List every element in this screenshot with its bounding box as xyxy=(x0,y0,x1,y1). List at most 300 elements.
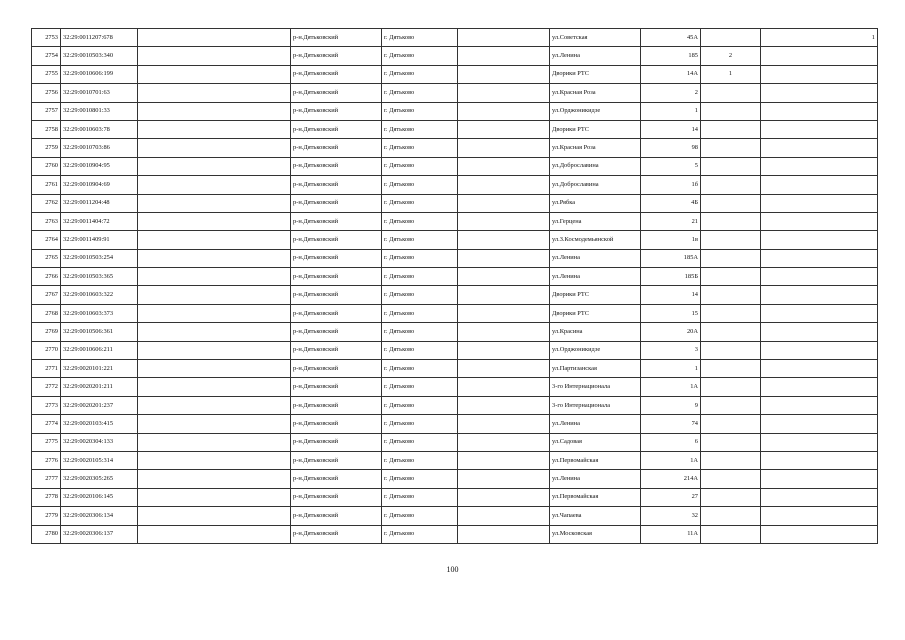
empty-cell xyxy=(138,65,291,83)
record-number-cell: 2767 xyxy=(32,286,61,304)
street-cell: ул.Красная Роза xyxy=(550,139,641,157)
extra-number-cell xyxy=(701,102,761,120)
city-cell: г. Дятьково xyxy=(382,488,458,506)
street-cell: ул.Ленина xyxy=(550,470,641,488)
city-cell: г. Дятьково xyxy=(382,231,458,249)
district-cell: р-н.Дятьковский xyxy=(291,525,382,543)
table-row xyxy=(32,433,878,451)
house-number-cell: 21 xyxy=(641,212,701,230)
district-cell: р-н.Дятьковский xyxy=(291,157,382,175)
street-cell: ул.Доброславина xyxy=(550,157,641,175)
district-cell: р-н.Дятьковский xyxy=(291,176,382,194)
empty-cell xyxy=(138,84,291,102)
extra-number-cell xyxy=(701,286,761,304)
record-number-cell: 2755 xyxy=(32,65,61,83)
district-cell: р-н.Дятьковский xyxy=(291,47,382,65)
cadastral-number-cell: 32:29:0010801:33 xyxy=(61,102,138,120)
house-number-cell: 1 xyxy=(641,102,701,120)
empty-cell xyxy=(458,304,550,322)
record-number-cell: 2753 xyxy=(32,29,61,47)
house-number-cell: 1А xyxy=(641,378,701,396)
extra-number-cell xyxy=(701,231,761,249)
extra-number-cell xyxy=(701,378,761,396)
extra-number-cell xyxy=(701,488,761,506)
empty-cell xyxy=(458,360,550,378)
extra-number-cell xyxy=(761,212,878,230)
empty-cell xyxy=(458,286,550,304)
district-cell: р-н.Дятьковский xyxy=(291,102,382,120)
district-cell: р-н.Дятьковский xyxy=(291,304,382,322)
city-cell: г. Дятьково xyxy=(382,176,458,194)
empty-cell xyxy=(138,102,291,120)
empty-cell xyxy=(138,396,291,414)
city-cell: г. Дятьково xyxy=(382,212,458,230)
extra-number-cell xyxy=(761,139,878,157)
empty-cell xyxy=(458,157,550,175)
house-number-cell: 11А xyxy=(641,525,701,543)
extra-number-cell xyxy=(701,268,761,286)
extra-number-cell xyxy=(761,47,878,65)
city-cell: г. Дятьково xyxy=(382,304,458,322)
table-row xyxy=(32,470,878,488)
empty-cell xyxy=(138,304,291,322)
empty-cell xyxy=(138,47,291,65)
city-cell: г. Дятьково xyxy=(382,415,458,433)
record-number-cell: 2759 xyxy=(32,139,61,157)
record-number-cell: 2764 xyxy=(32,231,61,249)
extra-number-cell xyxy=(701,470,761,488)
table-row xyxy=(32,102,878,120)
cadastral-number-cell: 32:29:0020305:265 xyxy=(61,470,138,488)
table-row xyxy=(32,29,878,47)
city-cell: г. Дятьково xyxy=(382,47,458,65)
table-row xyxy=(32,194,878,212)
city-cell: г. Дятьково xyxy=(382,378,458,396)
district-cell: р-н.Дятьковский xyxy=(291,488,382,506)
district-cell: р-н.Дятьковский xyxy=(291,360,382,378)
house-number-cell: 1в xyxy=(641,231,701,249)
city-cell: г. Дятьково xyxy=(382,84,458,102)
cadastral-number-cell: 32:29:0010606:199 xyxy=(61,65,138,83)
table-row xyxy=(32,231,878,249)
district-cell: р-н.Дятьковский xyxy=(291,249,382,267)
table-row xyxy=(32,415,878,433)
empty-cell xyxy=(138,470,291,488)
city-cell: г. Дятьково xyxy=(382,470,458,488)
district-cell: р-н.Дятьковский xyxy=(291,120,382,138)
cadastral-number-cell: 32:29:0011204:48 xyxy=(61,194,138,212)
empty-cell xyxy=(138,525,291,543)
table-row xyxy=(32,47,878,65)
empty-cell xyxy=(138,286,291,304)
empty-cell xyxy=(138,360,291,378)
extra-number-cell xyxy=(761,157,878,175)
cadastral-number-cell: 32:29:0010506:361 xyxy=(61,323,138,341)
table-row xyxy=(32,157,878,175)
empty-cell xyxy=(138,231,291,249)
house-number-cell: 2 xyxy=(641,84,701,102)
street-cell: ул.Ленина xyxy=(550,268,641,286)
record-number-cell: 2756 xyxy=(32,84,61,102)
cadastral-number-cell: 32:29:0020101:221 xyxy=(61,360,138,378)
cadastral-number-cell: 32:29:0020106:145 xyxy=(61,488,138,506)
empty-cell xyxy=(458,249,550,267)
empty-cell xyxy=(138,249,291,267)
street-cell: ул.Рябка xyxy=(550,194,641,212)
cadastral-number-cell: 32:29:0010904:95 xyxy=(61,157,138,175)
street-cell: ул.Ленина xyxy=(550,47,641,65)
extra-number-cell xyxy=(761,65,878,83)
extra-number-cell xyxy=(761,378,878,396)
cadastral-number-cell: 32:29:0010503:254 xyxy=(61,249,138,267)
district-cell: р-н.Дятьковский xyxy=(291,433,382,451)
street-cell: 3-го Интернационала xyxy=(550,396,641,414)
cadastral-number-cell: 32:29:0010603:373 xyxy=(61,304,138,322)
extra-number-cell xyxy=(701,304,761,322)
empty-cell xyxy=(458,507,550,525)
empty-cell xyxy=(458,29,550,47)
record-number-cell: 2773 xyxy=(32,396,61,414)
record-number-cell: 2768 xyxy=(32,304,61,322)
street-cell: ул.Ленина xyxy=(550,415,641,433)
house-number-cell: 74 xyxy=(641,415,701,433)
record-number-cell: 2757 xyxy=(32,102,61,120)
house-number-cell: 3 xyxy=(641,341,701,359)
house-number-cell: 214А xyxy=(641,470,701,488)
house-number-cell: 185 xyxy=(641,47,701,65)
record-number-cell: 2772 xyxy=(32,378,61,396)
empty-cell xyxy=(458,231,550,249)
table-row xyxy=(32,212,878,230)
city-cell: г. Дятьково xyxy=(382,360,458,378)
table-row xyxy=(32,378,878,396)
cadastral-number-cell: 32:29:0010603:322 xyxy=(61,286,138,304)
extra-number-cell xyxy=(761,102,878,120)
street-cell: ул.Герцена xyxy=(550,212,641,230)
house-number-cell: 14 xyxy=(641,120,701,138)
record-number-cell: 2779 xyxy=(32,507,61,525)
house-number-cell: 32 xyxy=(641,507,701,525)
empty-cell xyxy=(138,488,291,506)
street-cell: ул.Доброславина xyxy=(550,176,641,194)
cadastral-number-cell: 32:29:0010606:211 xyxy=(61,341,138,359)
extra-number-cell xyxy=(701,176,761,194)
street-cell: ул.Орджоникидзе xyxy=(550,102,641,120)
empty-cell xyxy=(138,212,291,230)
empty-cell xyxy=(138,378,291,396)
street-cell: ул.Советская xyxy=(550,29,641,47)
property-register-table xyxy=(31,28,878,544)
extra-number-cell xyxy=(701,212,761,230)
house-number-cell: 27 xyxy=(641,488,701,506)
record-number-cell: 2778 xyxy=(32,488,61,506)
district-cell: р-н.Дятьковский xyxy=(291,65,382,83)
empty-cell xyxy=(138,176,291,194)
empty-cell xyxy=(138,120,291,138)
street-cell: ул.Первомайская xyxy=(550,488,641,506)
table-row xyxy=(32,488,878,506)
district-cell: р-н.Дятьковский xyxy=(291,139,382,157)
district-cell: р-н.Дятьковский xyxy=(291,29,382,47)
extra-number-cell xyxy=(761,120,878,138)
city-cell: г. Дятьково xyxy=(382,29,458,47)
register-rows xyxy=(32,29,878,544)
page-number: 100 xyxy=(446,565,459,574)
city-cell: г. Дятьково xyxy=(382,451,458,469)
cadastral-number-cell: 32:29:0011404:72 xyxy=(61,212,138,230)
table-row xyxy=(32,176,878,194)
empty-cell xyxy=(458,323,550,341)
empty-cell xyxy=(138,433,291,451)
house-number-cell: 9 xyxy=(641,396,701,414)
street-cell: ул.Садовая xyxy=(550,433,641,451)
district-cell: р-н.Дятьковский xyxy=(291,396,382,414)
cadastral-number-cell: 32:29:0010703:86 xyxy=(61,139,138,157)
record-number-cell: 2754 xyxy=(32,47,61,65)
district-cell: р-н.Дятьковский xyxy=(291,451,382,469)
street-cell: Дворики РТС xyxy=(550,65,641,83)
street-cell: Дворики РТС xyxy=(550,120,641,138)
city-cell: г. Дятьково xyxy=(382,102,458,120)
table-row xyxy=(32,286,878,304)
table-row xyxy=(32,323,878,341)
extra-number-cell xyxy=(761,249,878,267)
empty-cell xyxy=(138,451,291,469)
extra-number-cell xyxy=(701,323,761,341)
extra-number-cell xyxy=(761,286,878,304)
house-number-cell: 5 xyxy=(641,157,701,175)
table-row xyxy=(32,139,878,157)
empty-cell xyxy=(458,120,550,138)
district-cell: р-н.Дятьковский xyxy=(291,194,382,212)
extra-number-cell xyxy=(761,304,878,322)
street-cell: ул.Партизанская xyxy=(550,360,641,378)
empty-cell xyxy=(458,84,550,102)
extra-number-cell xyxy=(701,194,761,212)
record-number-cell: 2771 xyxy=(32,360,61,378)
extra-number-cell xyxy=(701,84,761,102)
extra-number-cell xyxy=(701,396,761,414)
house-number-cell: 14 xyxy=(641,286,701,304)
record-number-cell: 2760 xyxy=(32,157,61,175)
extra-number-cell xyxy=(761,231,878,249)
cadastral-number-cell: 32:29:0020103:415 xyxy=(61,415,138,433)
cadastral-number-cell: 32:29:0010904:69 xyxy=(61,176,138,194)
table-row xyxy=(32,341,878,359)
empty-cell xyxy=(138,268,291,286)
house-number-cell: 45А xyxy=(641,29,701,47)
record-number-cell: 2777 xyxy=(32,470,61,488)
cadastral-number-cell: 32:29:0020105:314 xyxy=(61,451,138,469)
empty-cell xyxy=(138,415,291,433)
extra-number-cell xyxy=(761,194,878,212)
empty-cell xyxy=(458,415,550,433)
empty-cell xyxy=(138,507,291,525)
extra-number-cell xyxy=(761,176,878,194)
city-cell: г. Дятьково xyxy=(382,268,458,286)
street-cell: ул.Ленина xyxy=(550,249,641,267)
city-cell: г. Дятьково xyxy=(382,433,458,451)
extra-number-cell xyxy=(701,341,761,359)
extra-number-cell xyxy=(761,323,878,341)
district-cell: р-н.Дятьковский xyxy=(291,507,382,525)
empty-cell xyxy=(458,212,550,230)
district-cell: р-н.Дятьковский xyxy=(291,231,382,249)
extra-number-cell xyxy=(701,433,761,451)
house-number-cell: 185А xyxy=(641,249,701,267)
table-row xyxy=(32,451,878,469)
city-cell: г. Дятьково xyxy=(382,139,458,157)
extra-number-cell xyxy=(701,157,761,175)
street-cell: ул.Первомайская xyxy=(550,451,641,469)
record-number-cell: 2780 xyxy=(32,525,61,543)
table-row xyxy=(32,360,878,378)
table-row xyxy=(32,268,878,286)
cadastral-number-cell: 32:29:0020306:134 xyxy=(61,507,138,525)
table-row xyxy=(32,304,878,322)
extra-number-cell xyxy=(761,470,878,488)
empty-cell xyxy=(458,268,550,286)
extra-number-cell xyxy=(761,507,878,525)
city-cell: г. Дятьково xyxy=(382,157,458,175)
cadastral-number-cell: 32:29:0020201:237 xyxy=(61,396,138,414)
house-number-cell: 6 xyxy=(641,433,701,451)
record-number-cell: 2774 xyxy=(32,415,61,433)
extra-number-cell xyxy=(761,360,878,378)
extra-number-cell xyxy=(701,451,761,469)
district-cell: р-н.Дятьковский xyxy=(291,212,382,230)
street-cell: Дворики РТС xyxy=(550,304,641,322)
city-cell: г. Дятьково xyxy=(382,341,458,359)
extra-number-cell xyxy=(761,341,878,359)
house-number-cell: 98 xyxy=(641,139,701,157)
district-cell: р-н.Дятьковский xyxy=(291,286,382,304)
empty-cell xyxy=(138,323,291,341)
house-number-cell: 4Б xyxy=(641,194,701,212)
record-number-cell: 2762 xyxy=(32,194,61,212)
house-number-cell: 1б xyxy=(641,176,701,194)
city-cell: г. Дятьково xyxy=(382,323,458,341)
street-cell: ул.З.Космодемьянской xyxy=(550,231,641,249)
empty-cell xyxy=(458,433,550,451)
empty-cell xyxy=(138,194,291,212)
empty-cell xyxy=(458,341,550,359)
empty-cell xyxy=(458,488,550,506)
extra-number-cell xyxy=(761,433,878,451)
table-row xyxy=(32,65,878,83)
cadastral-number-cell: 32:29:0011207:678 xyxy=(61,29,138,47)
table-row xyxy=(32,525,878,543)
empty-cell xyxy=(138,157,291,175)
house-number-cell: 185Б xyxy=(641,268,701,286)
empty-cell xyxy=(458,176,550,194)
extra-number-cell xyxy=(761,268,878,286)
record-number-cell: 2763 xyxy=(32,212,61,230)
district-cell: р-н.Дятьковский xyxy=(291,268,382,286)
house-number-cell: 20А xyxy=(641,323,701,341)
extra-number-cell: 1 xyxy=(761,29,878,47)
district-cell: р-н.Дятьковский xyxy=(291,470,382,488)
table-row xyxy=(32,84,878,102)
empty-cell xyxy=(458,65,550,83)
empty-cell xyxy=(138,341,291,359)
extra-number-cell xyxy=(701,525,761,543)
record-number-cell: 2765 xyxy=(32,249,61,267)
table-row xyxy=(32,396,878,414)
empty-cell xyxy=(458,470,550,488)
cadastral-number-cell: 32:29:0010503:365 xyxy=(61,268,138,286)
record-number-cell: 2766 xyxy=(32,268,61,286)
house-number-cell: 1А xyxy=(641,451,701,469)
district-cell: р-н.Дятьковский xyxy=(291,378,382,396)
district-cell: р-н.Дятьковский xyxy=(291,323,382,341)
table-row xyxy=(32,249,878,267)
empty-cell xyxy=(458,378,550,396)
record-number-cell: 2770 xyxy=(32,341,61,359)
district-cell: р-н.Дятьковский xyxy=(291,84,382,102)
extra-number-cell: 1 xyxy=(701,65,761,83)
record-number-cell: 2775 xyxy=(32,433,61,451)
empty-cell xyxy=(458,451,550,469)
extra-number-cell xyxy=(701,360,761,378)
city-cell: г. Дятьково xyxy=(382,194,458,212)
street-cell: ул.Московская xyxy=(550,525,641,543)
cadastral-number-cell: 32:29:0020306:137 xyxy=(61,525,138,543)
cadastral-number-cell: 32:29:0010503:340 xyxy=(61,47,138,65)
extra-number-cell xyxy=(761,488,878,506)
street-cell: 3-го Интернационала xyxy=(550,378,641,396)
table-row xyxy=(32,507,878,525)
extra-number-cell: 2 xyxy=(701,47,761,65)
extra-number-cell xyxy=(761,84,878,102)
district-cell: р-н.Дятьковский xyxy=(291,415,382,433)
city-cell: г. Дятьково xyxy=(382,120,458,138)
street-cell: ул.Чапаева xyxy=(550,507,641,525)
extra-number-cell xyxy=(701,507,761,525)
empty-cell xyxy=(458,47,550,65)
extra-number-cell xyxy=(761,396,878,414)
city-cell: г. Дятьково xyxy=(382,507,458,525)
city-cell: г. Дятьково xyxy=(382,249,458,267)
empty-cell xyxy=(458,194,550,212)
extra-number-cell xyxy=(761,415,878,433)
empty-cell xyxy=(458,525,550,543)
extra-number-cell xyxy=(701,415,761,433)
house-number-cell: 1 xyxy=(641,360,701,378)
record-number-cell: 2776 xyxy=(32,451,61,469)
empty-cell xyxy=(138,29,291,47)
cadastral-number-cell: 32:29:0010701:63 xyxy=(61,84,138,102)
empty-cell xyxy=(458,396,550,414)
city-cell: г. Дятьково xyxy=(382,396,458,414)
cadastral-number-cell: 32:29:0020304:133 xyxy=(61,433,138,451)
house-number-cell: 15 xyxy=(641,304,701,322)
district-cell: р-н.Дятьковский xyxy=(291,341,382,359)
city-cell: г. Дятьково xyxy=(382,525,458,543)
street-cell: ул.Красная Роза xyxy=(550,84,641,102)
record-number-cell: 2769 xyxy=(32,323,61,341)
cadastral-number-cell: 32:29:0020201:211 xyxy=(61,378,138,396)
city-cell: г. Дятьково xyxy=(382,286,458,304)
extra-number-cell xyxy=(701,120,761,138)
city-cell: г. Дятьково xyxy=(382,65,458,83)
extra-number-cell xyxy=(701,249,761,267)
extra-number-cell xyxy=(761,525,878,543)
empty-cell xyxy=(138,139,291,157)
extra-number-cell xyxy=(701,139,761,157)
cadastral-number-cell: 32:29:0011409:91 xyxy=(61,231,138,249)
cadastral-number-cell: 32:29:0010603:78 xyxy=(61,120,138,138)
